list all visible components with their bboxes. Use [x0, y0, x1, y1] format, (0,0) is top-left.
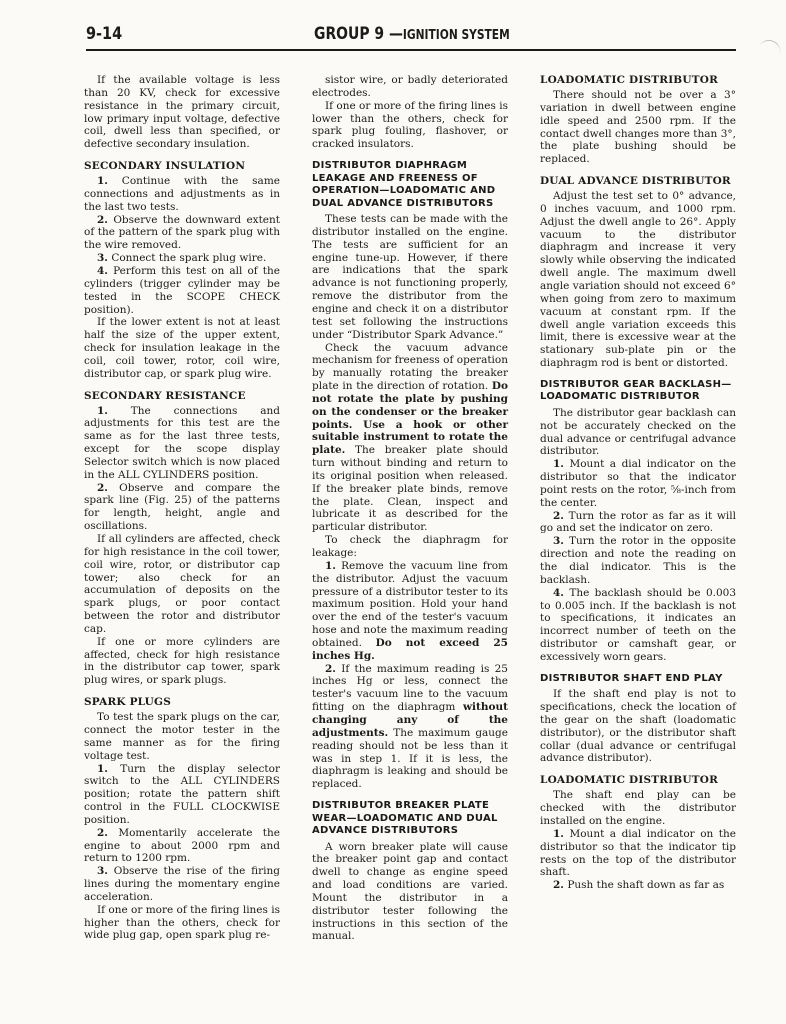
paragraph: Adjust the test set to 0° advance, 0 inches vacuum, and 1000 rpm. Adjust the dwell angle to 26°. Apply vacuum to the distributor diaphragm and increase it very slowly while observing the indicated dwell angle. The maximum dwell angle variation should not exceed 6° when going from zero to maximum vacuum at constant rpm. If the dwell angle variation exceeds this limit, there is excessive wear at the stationary sub-plate pin or the diaphragm rod is bent or distorted.	[540, 190, 736, 370]
paragraph: If the shaft end play is not to specifications, check the location of the gear on the shaft (loadomatic distributor), or the distributor shaft collar (dual advance or centrifugal advance distributor).	[540, 688, 736, 765]
step: 3. Connect the spark plug wire.	[97, 252, 267, 265]
title-dash: —	[388, 24, 403, 44]
paragraph: If one or more of the firing lines is higher than the others, check for wide plug gap, open spark plug re-	[84, 903, 280, 942]
paragraph: If the lower extent is not at least half the size of the upper extent, check for insulation leakage in the coil, coil tower, rotor, coil wire, distributor cap, or spark plug wire.	[84, 316, 280, 380]
section-heading-dual-advance: DUAL ADVANCE DISTRIBUTOR	[540, 175, 731, 188]
step: 2. If the maximum reading is 25 inches Hg or less, connect the tester's vacuum line to the vacuum fitting on the diaphragm without changing any of the adjustments. The maximum gauge reading should not be less than it was in step 1. If it is less, the diaphragm is leaking and should be replaced.	[312, 662, 509, 791]
paragraph: If all cylinders are affected, check for high resistance in the coil tower, coil wire, rotor, or distributor cap tower; also check for an accumulation of deposits on the spark plugs, or poor contact between the rotor and distributor cap.	[84, 533, 280, 635]
column-3	[540, 74, 736, 892]
section-heading-secondary-resistance: SECONDARY RESISTANCE	[84, 389, 246, 402]
step: 4. The backlash should be 0.003 to 0.005 inch. If the backlash is not to specifications, it indicates an incorrect number of teeth on the distributor or camshaft gear, or excessively worn gears.	[540, 586, 736, 663]
paragraph: If one or more cylinders are affected, check for high resistance in the distributor cap tower, spark plug wires, or spark plugs.	[84, 635, 280, 687]
section-heading-secondary-insulation: SECONDARY INSULATION	[84, 160, 246, 173]
header-rule	[86, 49, 736, 51]
step: 1. Remove the vacuum line from the distributor. Adjust the vacuum pressure of a distributor tester to its maximum position. Hold your hand over the end of the tester's vacuum hose and note the maximum reading obtained. Do not exceed 25 inches Hg.	[312, 559, 508, 662]
page-header	[86, 24, 736, 50]
paragraph: To test the spark plugs on the car, connect the motor tester in the same manner as for the firing voltage test.	[84, 711, 280, 762]
group-label: GROUP 9	[314, 24, 385, 44]
step: 2. Momentarily accelerate the engine to about 2000 rpm and return to 1200 rpm.	[84, 826, 280, 865]
step: 4. Perform this test on all of the cylinders (trigger cylinder may be tested in the SCOPE CHECK position).	[84, 264, 280, 316]
section-heading-diaphragm-leakage: DISTRIBUTOR DIAPHRAGM LEAKAGE AND FREENESS OF OPERATION—LOADOMATIC AND DUAL ADVANCE DISTRIBUTORS	[312, 160, 496, 209]
step: 2. Push the shaft down as far as	[553, 879, 725, 892]
step: 2. Observe the downward extent of the pattern of the spark plug with the wire removed.	[84, 213, 281, 252]
section-heading-breaker-plate-wear: DISTRIBUTOR BREAKER PLATE WEAR—LOADOMATIC AND DUAL ADVANCE DISTRIBUTORS	[312, 800, 498, 837]
paragraph: The distributor gear backlash can not be accurately checked on the dual advance or centrifugal advance distributor.	[540, 406, 736, 458]
paragraph: If the available voltage is less than 20 KV, check for excessive resistance in the primary circuit, low primary input voltage, defective coil, dwell less than specified, or defective secondary insulation.	[84, 74, 280, 151]
chapter-title	[314, 24, 510, 44]
paragraph: There should not be over a 3° variation in dwell between engine idle speed and 2500 rpm. If the contact dwell changes more than 3°, the plate bushing should be replaced.	[540, 89, 736, 166]
paragraph: These tests can be made with the distributor installed on the engine. The tests are sufficient for an engine tune-up. However, if there are indications that the spark advance is not functioning properly, remove the distributor from the engine and check it on a distributor test set following the instructions under “Distributor Spark Advance.”	[312, 213, 508, 341]
step: 3. Turn the rotor in the opposite direction and note the reading on the dial indicator. This is the backlash.	[540, 535, 736, 586]
paragraph: The shaft end play can be checked with the distributor installed on the engine.	[540, 789, 736, 827]
step: 1. Turn the display selector switch to the ALL CYLINDERS position; rotate the pattern shift control in the FULL CLOCKWISE position.	[84, 762, 280, 826]
column-2	[312, 74, 508, 943]
column-1	[84, 74, 280, 942]
page-number: 9-14	[86, 24, 123, 44]
chapter-subtitle: IGNITION SYSTEM	[402, 28, 510, 43]
section-heading-spark-plugs: SPARK PLUGS	[84, 696, 171, 709]
step: 2. Turn the rotor as far as it will go and set the indicator on zero.	[540, 509, 736, 535]
paragraph: sistor wire, or badly deteriorated electrodes.	[312, 74, 508, 99]
step: 2. Observe and compare the spark line (Fig. 25) of the patterns for length, height, angle and oscillations.	[84, 481, 280, 533]
paragraph: A worn breaker plate will cause the breaker point gap and contact dwell to change as engine speed and load conditions are varied. Mount the distributor in a distributor tester following the instructions in this section of the manual.	[312, 840, 508, 943]
paragraph: If one or more of the firing lines is lower than the others, check for spark plug fouling, flashover, or cracked insulators.	[312, 99, 508, 151]
step: 3. Observe the rise of the firing lines during the momentary engine acceleration.	[84, 865, 280, 903]
paragraph: To check the diaphragm for leakage:	[312, 534, 508, 559]
step: 1. Mount a dial indicator on the distributor so that the indicator point rests on the rotor, ⅝-inch from the center.	[540, 458, 736, 509]
page-corner-curl	[755, 37, 784, 66]
step: 1. The connections and adjustments for this test are the same as for the last three tests, except for the scope display Selector switch which is now placed in the ALL CYLINDERS position.	[84, 404, 280, 481]
step: 1. Mount a dial indicator on the distributor so that the indicator tip rests on the top of the distributor shaft.	[540, 827, 736, 879]
section-heading-gear-backlash: DISTRIBUTOR GEAR BACKLASH—LOADOMATIC DISTRIBUTOR	[540, 378, 732, 403]
section-heading-loadomatic-2: LOADOMATIC DISTRIBUTOR	[540, 774, 719, 787]
section-heading-loadomatic: LOADOMATIC DISTRIBUTOR	[540, 74, 719, 86]
section-heading-shaft-end-play: DISTRIBUTOR SHAFT END PLAY	[540, 672, 723, 684]
paragraph: Check the vacuum advance mechanism for freeness of operation by manually rotating the breaker plate in the direction of rotation. Do not rotate the plate by pushing on the condenser or the breaker points. Use a hook or other suitable instrument to rotate the plate. The breaker plate should turn without binding and return to its original position when released. If the breaker plate binds, remove the plate. Clean, inspect and lubricate it as described for the particular distributor.	[312, 341, 508, 534]
step: 1. Continue with the same connections and adjustments as in the last two tests.	[84, 175, 280, 213]
